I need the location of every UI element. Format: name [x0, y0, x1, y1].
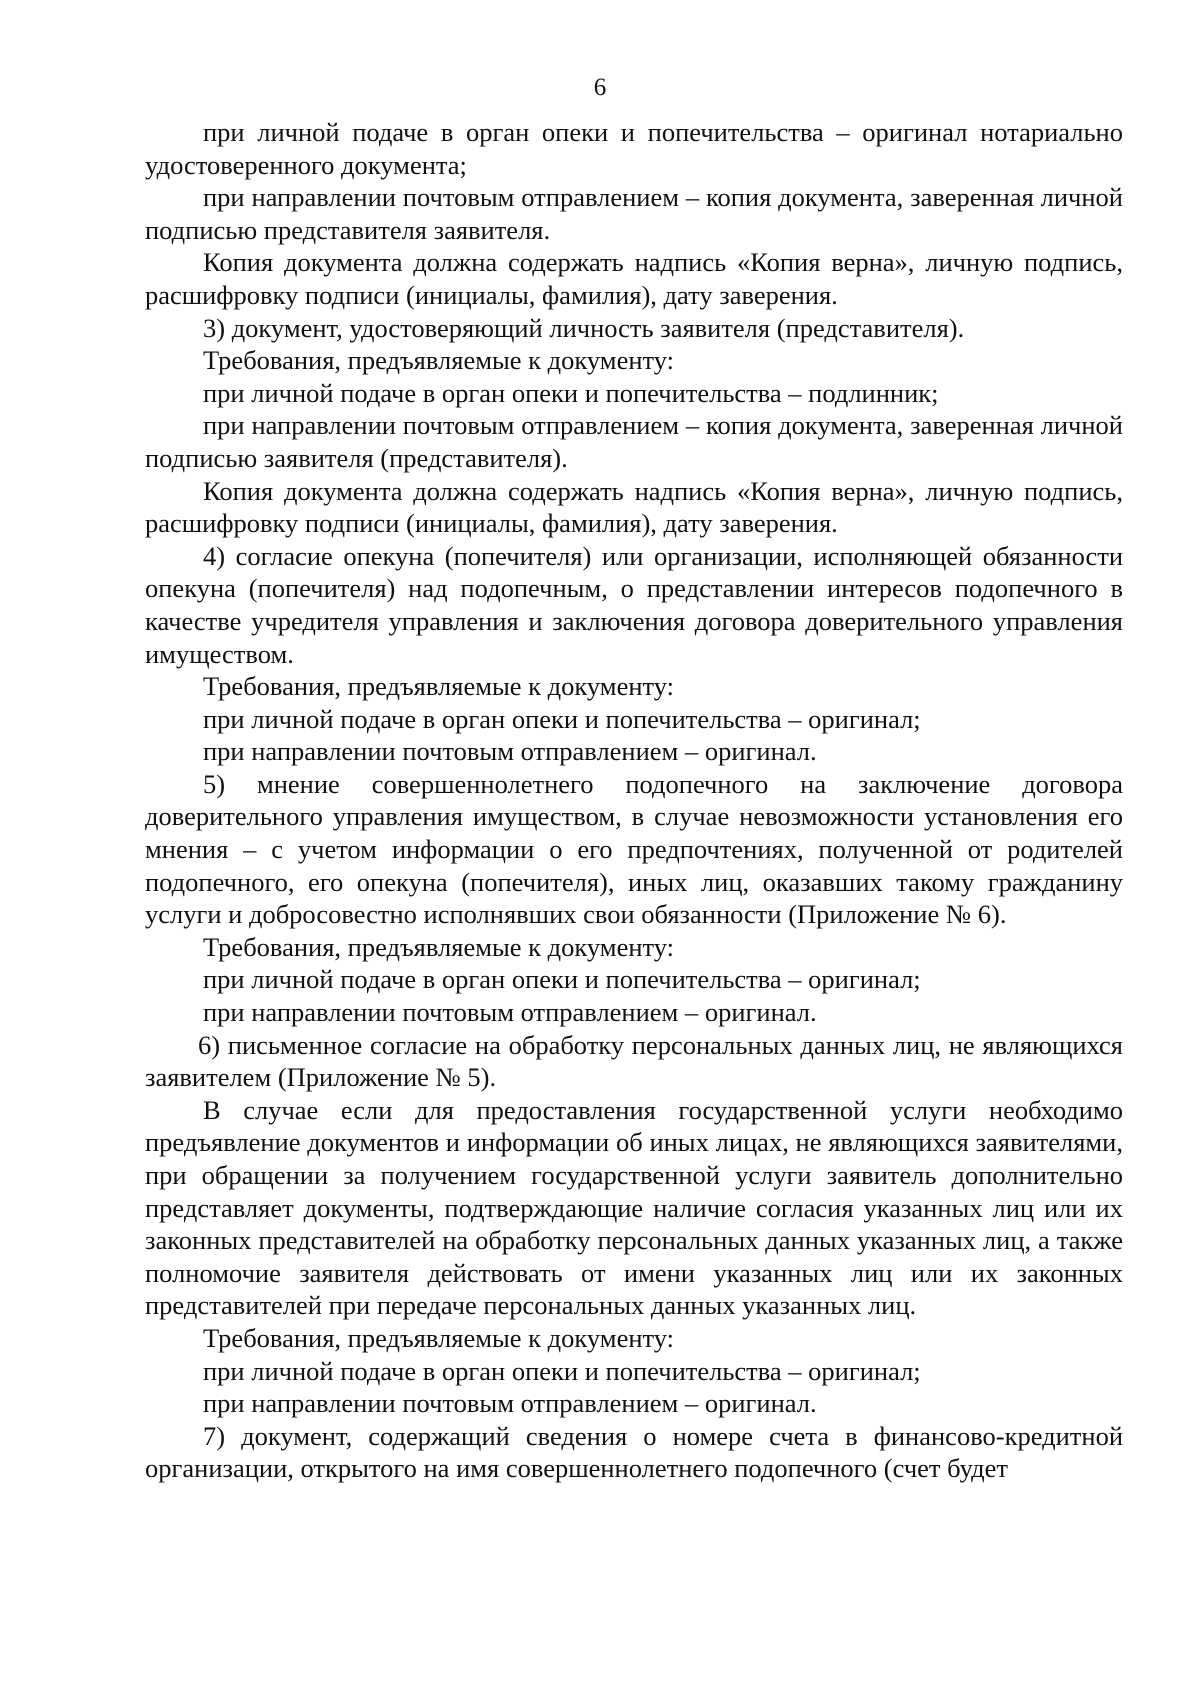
paragraph: В случае если для предоставления государственной услуги необходимо предъявление документов и информации об иных лицах, не являющихся заявителями, при обращении за получением государственной услуги заявитель дополнительно представляет документы, подтверждающие наличие согласия указанных лиц или их законных представителей на обработку персональных данных указанных лиц, а также полномочие заявителя действовать от имени указанных лиц или их законных представителей при передаче персональных данных указанных лиц.	[145, 1094, 1123, 1321]
paragraph: при личной подаче в орган опеки и попечительства – подлинник;	[203, 377, 939, 408]
paragraph: при направлении почтовым отправлением – оригинал.	[203, 1388, 817, 1419]
paragraph: при личной подаче в орган опеки и попечительства – оригинал;	[203, 1355, 921, 1386]
paragraph: Требования, предъявляемые к документу:	[203, 671, 675, 702]
paragraph: 3) документ, удостоверяющий личность заявителя (представителя).	[203, 312, 965, 343]
page-number: 6	[593, 74, 607, 101]
paragraph: при направлении почтовым отправлением – оригинал.	[203, 736, 817, 767]
paragraph: при личной подаче в орган опеки и попечительства – оригинал нотариально удостоверенного документа;	[145, 117, 1123, 180]
paragraph: Требования, предъявляемые к документу:	[203, 345, 675, 376]
paragraph: Требования, предъявляемые к документу:	[203, 931, 675, 962]
paragraph: 7) документ, содержащий сведения о номере счета в финансово-кредитной организации, открытого на имя совершеннолетнего подопечного (счет будет	[145, 1420, 1123, 1484]
paragraph: Копия документа должна содержать надпись «Копия верна», личную подпись, расшифровку подписи (инициалы, фамилия), дату заверения.	[145, 247, 1123, 310]
paragraph: Копия документа должна содержать надпись «Копия верна», личную подпись, расшифровку подписи (инициалы, фамилия), дату заверения.	[145, 475, 1123, 539]
paragraph: при направлении почтовым отправлением – копия документа, заверенная личной подписью заявителя (представителя).	[145, 410, 1123, 473]
paragraph: при направлении почтовым отправлением – копия документа, заверенная личной подписью представителя заявителя.	[145, 182, 1123, 245]
paragraph: при личной подаче в орган опеки и попечительства – оригинал;	[203, 964, 921, 995]
paragraph: 5) мнение совершеннолетнего подопечного на заключение договора доверительного управления имуществом, в случае невозможности установления его мнения – с учетом информации о его предпочтениях, полученной от родителей подопечного, его опекуна (попечителя), иных лиц, оказавших такому гражданину услуги и добросовестно исполнявших свои обязанности (Приложение № 6).	[145, 768, 1123, 930]
paragraph: 4) согласие опекуна (попечителя) или организации, исполняющей обязанности опекуна (попечителя) над подопечным, о представлении интересов подопечного в качестве учредителя управления и заключения договора доверительного управления имуществом.	[145, 540, 1123, 669]
paragraph: при личной подаче в орган опеки и попечительства – оригинал;	[203, 703, 921, 734]
paragraph: при направлении почтовым отправлением – оригинал.	[203, 997, 817, 1028]
document-body	[145, 116, 1123, 1485]
paragraph: Требования, предъявляемые к документу:	[203, 1322, 675, 1353]
paragraph: 6) письменное согласие на обработку персональных данных лиц, не являющихся заявителем (Приложение № 5).	[145, 1029, 1123, 1093]
